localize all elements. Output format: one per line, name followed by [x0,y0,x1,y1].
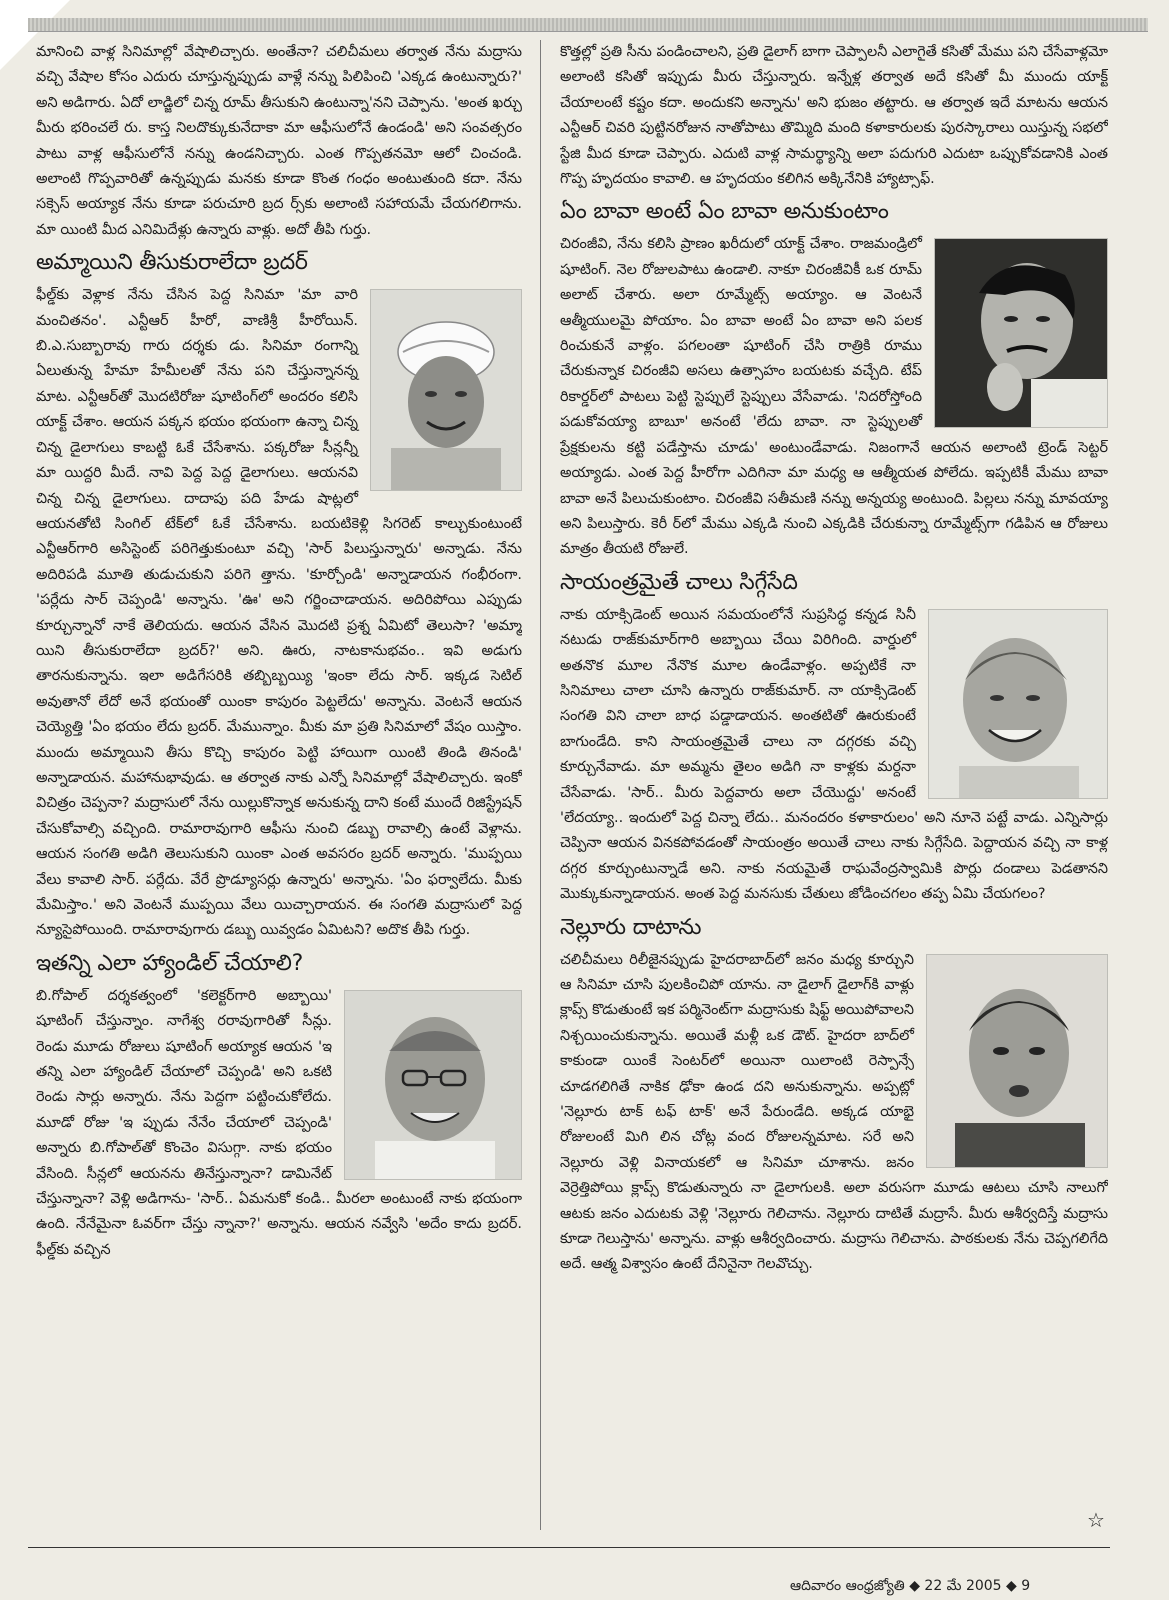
section-heading-handle: ఇతన్ని ఎలా హ్యాండిల్ చేయాలి? [36,950,304,976]
header-rule [28,18,1148,32]
right-column [560,40,1108,1532]
paragraph: చలిచీమలు రిలీజైనప్పుడు హైదరాబాద్‌లో జనం మధ్య కూర్చుని ఆ సినిమా చూసి పులకించిపో యాను. నా డైలాగ్ డైలాగ్‌కి వాళ్లు క్లాప్స్ కొడుతుంటే ఇక పర్మినెంట్‌గా మద్రాసుకు షిఫ్ట్ అయిపోవాలని నిశ్చయించుకున్నాను. అయితే మళ్లీ ఒక డౌట్. హైదరా బాద్‌లో కాకుండా యింకే సెంటర్‌లో అయినా యిలాంటి రెస్పాన్సే చూడగలిగితే నాకిక ఢోకా ఉండ దని అనుకున్నాను. అప్పట్లో 'నెల్లూరు టాక్ టఫ్ టాక్' అనే పేరుండేది. అక్కడ యాభై రోజులంటే మిగి లిన చోట్ల వంద రోజులన్నమాట. సరే అని నెల్లూరు వెళ్లి వినాయకలో ఆ సినిమా చూశాను. జనం వెర్రెత్తిపోయి క్లాప్స్ కొడుతున్నారు నా డైలాగులకి. అలా వరుసగా మూడు ఆటలు చూసి నాలుగో ఆటకు జనం ఎదుటకు వెళ్లి 'నెల్లూరు గెలిచాను. నెల్లూరు దాటితే మద్రాసే. మీరు ఆశీర్వదిస్తే మద్రాసు కూడా గెలుస్తాను' అన్నాను. వాళ్లు ఆశీర్వదించారు. మద్రాసు గెలిచాను. పాఠకులకు నేను చెప్పగలిగేది అదే. ఆత్మ విశ్వాసం ఉంటే దేనినైనా గెలవొచ్చు. [560,951,1108,1273]
paragraph: ఫీల్డ్‌కు వెళ్లాక నేను చేసిన పెద్ద సినిమా 'మా వారి మంచితనం'. ఎన్టీఆర్ హీరో, వాణిశ్రీ హీరోయిన్. బి.ఎ.సుబ్బారావు గారు దర్శకు డు. సినిమా రంగాన్ని ఏలుతున్న హేమా హేమీలతో నేను పని చేస్తున్నానన్న మాట. ఎన్టీఆర్‌తో మొదటిరోజు షూటింగ్‌లో అందరం కలిసి యాక్ట్ చేశాం. ఆయన పక్కన భయం భయంగా ఉన్నా చిన్న చిన్న డైలాగులు కాబట్టి ఓకే చేసేశాను. పక్కరోజు సీన్లన్నీ మా యిద్దరి మీదే. నావి పెద్ద పెద్ద డైలాగులు. ఆయనవి చిన్న చిన్న డైలాగులు. దాదాపు పది హేడు షాట్లలో ఆయనతోటి సింగిల్ టేక్‌లో ఓకే చేసేశాను. బయటికెళ్లి సిగరెట్ కాల్చుకుంటుంటే ఎన్టీఆర్‌గారి అసిస్టెంట్ పరిగెత్తుకుంటూ వచ్చి 'సార్ పిలుస్తున్నారు' అన్నాడు. నేను అదిరిపడి మూతి తుడుచుకుని పరిగె త్తాను. 'కూర్చోండి' అన్నాడాయన గంభీరంగా. 'పర్లేదు సార్ చెప్పండి' అన్నాను. 'ఊ' అని గర్జించాడాయన. అదిరిపోయి ఎప్పుడు కూర్చున్నానో నాకే తెలియదు. ఆయన వేసిన మొదటి ప్రశ్న ఏమిటో తెలుసా? 'అమ్మా యిని తీసుకురాలేదా బ్రదర్?' అని. ఊరు, నాటకానుభవం.. ఇవి అడుగు తారనుకున్నాను. ఇలా అడిగేసరికి తబ్బిబ్బయ్యి 'ఇంకా లేదు సార్. ఇక్కడ సెటిల్ అవుతానో లేదో అనే భయంతో యింకా కాపురం పెట్టలేదు' అన్నాను. వెంటనే ఆయన చెయ్యెత్తి 'ఏం భయం లేదు బ్రదర్. మేమున్నాం. మీకు మా ప్రతి సినిమాలో వేషం యిస్తాం. ముందు అమ్మాయిని తీసు కొచ్చి కాపురం పెట్టి హాయిగా యింటి తిండి తినండి' అన్నాడాయన. మహానుభావుడు. ఆ తర్వాత నాకు ఎన్నో సినిమాల్లో వేషాలిచ్చారు. ఇంకో విచిత్రం చెప్పనా? మద్రాసులో నేను యిల్లుకొన్నాక అనుకున్న దాని కంటే ముందే రిజిస్ట్రేషన్ చేసుకోవాల్సి వచ్చింది. రామారావుగారి ఆఫీసు నుంచి డబ్బు రావాల్సి ఉంటే వెళ్లాను. ఆయన సంగతి అడిగి తెలుసుకుని యింకా ఎంత అవసరం బ్రదర్ అన్నారు. 'ముప్పయి వేలు కావాలి సార్. పర్లేదు. వేరే ప్రొడ్యూసర్లు ఉన్నారు' అన్నాను. 'ఏం ఫర్వాలేదు. మీకు మేమిస్తాం.' అని వెంటనే ముప్పయి వేలు యిచ్చారాయన. ఈ సంగతి మద్రాసులో పెద్ద న్యూసైపోయింది. రామారావుగారు డబ్బు యివ్వడం ఏమిటని? అదొక తీపి గుర్తు. [36,287,522,939]
column-divider [540,40,541,1530]
paragraph: బి.గోపాల్ దర్శకత్వంలో 'కలెక్టర్‌గారి అబ్బాయి' షూటింగ్ చేస్తున్నాం. నాగేశ్వ రరావుగారితో సీన్లు. రెండు మూడు రోజులు షూటింగ్ అయ్యాక ఆయన 'ఇ తన్ని ఎలా హ్యాండిల్ చేయాలో చెప్పండి' అని ఒకటి రెండు సార్లు అన్నారు. నేను పెద్దగా పట్టించుకోలేదు. మూడో రోజు 'ఇ ప్పుడు నేనేం చేయాలో చెప్పండి' అన్నారు బి.గోపాల్‌తో కొంచెం విసుగ్గా. నాకు భయం వేసింది. సీన్లలో ఆయనను తినేస్తున్నానా? డామినేట్ చేస్తున్నానా? వెళ్లి అడిగాను- 'సార్.. ఏమనుకో కండి.. మీరలా అంటుంటే నాకు భయంగా ఉంది. నేనేమైనా ఓవర్‌గా చేస్తు న్నానా?' అన్నాను. ఆయన నవ్వేసి 'అదేం కాదు బ్రదర్. ఫీల్డ్‌కు వచ్చిన [36,987,522,1258]
publication-name: ఆదివారం ఆంధ్రజ్యోతి [790,1578,905,1594]
section-heading-bava: ఏం బావా అంటే ఏం బావా అనుకుంటాం [560,199,889,225]
page-number: 9 [1021,1578,1031,1594]
separator-icon: ◆ [1006,1578,1017,1594]
section-heading-bring-wife: అమ్మాయిని తీసుకురాలేదా బ్రదర్ [36,250,308,276]
end-star-icon: ☆ [1087,1508,1105,1532]
paragraph: నాకు యాక్సిడెంట్ అయిన సమయంలోనే సుప్రసిద్ధ కన్నడ సినీ నటుడు రాజ్‌కుమార్‌గారి అబ్బాయి చేయి విరిగింది. వార్డులో అతనొక మూల నేనొక మూల ఉండేవాళ్లం. అప్పటికే నా సినిమాలు చాలా చూసి ఉన్నారు రాజ్‌కుమార్. నా యాక్సిడెంట్ సంగతి విని చాలా బాధ పడ్డాడాయన. అంతటితో ఊరుకుంటే బాగుండేది. కాని సాయంత్రమైతే చాలు నా దగ్గరకు వచ్చి కూర్చునేవాడు. మా అమ్మను తైలం అడిగి నా కాళ్లకు మర్దనా చేసేవాడు. 'సార్.. మీరు పెద్దవారు అలా చేయొద్దు' అనంటే 'లేదయ్యా.. ఇందులో పెద్ద చిన్నా లేదు.. మనందరం కళాకారులం' అని నూనె పట్టే వాడు. ఎన్నిసార్లు చెప్పినా ఆయన వినకపోవడంతో సాయంత్రం అయితే చాలు నాకు సిగ్గేసేది. పెద్దాయన వచ్చి నా కాళ్ల దగ్గర కూర్చుంటున్నాడే అని. నాకు నయమైతే రాఘవేంద్రస్వామికి పొర్లు దండాలు పెడతానని మొక్కుకున్నాడాయన. అంత పెద్ద మనసుకు చేతులు జోడించగలం తప్ప ఏమి చేయగలం? [560,606,1108,903]
paragraph: మానించి వాళ్ల సినిమాల్లో వేషాలిచ్చారు. అంతేనా? చలిచీమలు తర్వాత నేను మద్రాసు వచ్చి వేషాల కోసం ఎదురు చూస్తున్నప్పుడు వాళ్లే నన్ను పిలిపించి 'ఎక్కడ ఉంటున్నారు?' అని అడిగారు. ఏదో లాడ్జిలో చిన్న రూమ్ తీసుకుని ఉంటున్నా'నని చెప్పాను. 'అంత ఖర్చు మీరు భరించలే రు. కాస్త నిలదొక్కుకునేదాకా మా ఆఫీసులోనే ఉండండి' అని సంవత్సరం పాటు వాళ్ల ఆఫీసులోనే నన్ను ఉండనిచ్చారు. ఎంత గొప్పతనమో ఆలో చించండి. అలాంటి గొప్పవారితో ఉన్నప్పుడు మనకు కూడా కొంత గంధం అంటుతుంది కదా. నేను సక్సెస్ అయ్యాక నేను కూడా పరుచూరి బ్రద ర్స్‌కు అలాంటి సహాయమే చేయగలిగాను. మా యింటి మీద ఎనిమిదేళ్లు ఉన్నారు వాళ్లు. అదో తీపి గుర్తు. [36,44,522,238]
portrait-author-photo-icon [926,954,1108,1168]
portrait-rajkumar-photo-icon [928,609,1108,799]
paragraph: చిరంజీవి, నేను కలిసి ప్రాణం ఖరీదులో యాక్ట్ చేశాం. రాజమండ్రిలో షూటింగ్. నెల రోజులపాటు ఉండాలి. నాకూ చిరంజీవికీ ఒక రూమ్ అలాట్ చేశారు. అలా రూమ్మేట్స్ అయ్యాం. ఆ వెంటనే ఆత్మీయులమై పోయాం. ఏం బావా అంటే ఏం బావా అని పలక రించుకునే వాళ్లం. పగలంతా షూటింగ్ చేసి రాత్రికి రూము చేరుకున్నాక చిరంజీవి అసలు ఉత్సాహం బయటకు వచ్చేది. టేప్ రికార్డర్‌లో పాటలు పెట్టి స్టెప్పులే స్టెప్పులు వేసేవాడు. 'నిదరోస్తోంది పడుకోవయ్యా బాబూ' అనంటే 'లేదు బావా. నా స్టెప్పులతో ప్రేక్షకులను కట్టి పడేస్తాను చూడు' అంటుండేవాడు. నిజంగానే ఆయన అలాంటి ట్రెండ్ సెట్టర్ అయ్యాడు. ఎంత పెద్ద హీరోగా ఎదిగినా మా మధ్య ఆ ఆత్మీయత పోలేదు. ఇప్పటికీ మేము బావా బావా అనే పిలుచుకుంటాం. చిరంజీవి సతీమణి నన్ను అన్నయ్య అంటుంది. పిల్లలు నన్ను మావయ్యా అని పిలుస్తారు. కెరీ ర్‌లో మేము ఎక్కడి నుంచి ఎక్కడికి చేరుకున్నా రూమ్మేట్స్‌గా గడిపిన ఆ రోజులు మాత్రం తీయటి రోజులే. [560,236,1108,558]
page-footer [790,1578,1130,1600]
section-heading-nellore: నెల్లూరు దాటాను [560,914,702,940]
left-column [36,40,522,1532]
paragraph: కొత్తల్లో ప్రతి సీను పండించాలని, ప్రతి డైలాగ్ బాగా చెప్పాలనీ ఎలాగైతే కసితో మేము పని చేసేవాళ్లమో అలాంటి కసితో ఇప్పుడు మీరు చేస్తున్నారు. ఇన్నేళ్ల తర్వాత అదే కసితో మీ ముందు యాక్ట్ చేయాలంటే కష్టం కదా. అందుకని అన్నాను' అని భుజం తట్టారు. ఆ తర్వాత ఇదే మాటను ఆయన ఎన్టీఆర్ చివరి పుట్టినరోజున నాతోపాటు తొమ్మిది మంది కళాకారులకు పురస్కారాలు యిస్తున్న సభలో స్టేజి మీద కూడా చెప్పారు. ఎదుటి వాళ్ల సామర్థ్యాన్ని అలా పదుగురి ఎదుటా ఒప్పుకోవడానికి ఎంత గొప్ప హృదయం కావాలి. ఆ హృదయం కలిగిన అక్కినేనికి హ్యాట్సాఫ్. [560,44,1108,188]
portrait-chiranjeevi-photo-icon [934,238,1108,428]
issue-date: 22 మే 2005 [924,1578,1002,1594]
footer-rule [28,1547,1110,1548]
section-heading-shy: సాయంత్రమైతే చాలు సిగ్గేసేది [560,569,798,595]
separator-icon: ◆ [909,1578,920,1594]
portrait-anr-photo-icon [344,990,522,1180]
portrait-ntr-photo-icon [370,289,522,491]
